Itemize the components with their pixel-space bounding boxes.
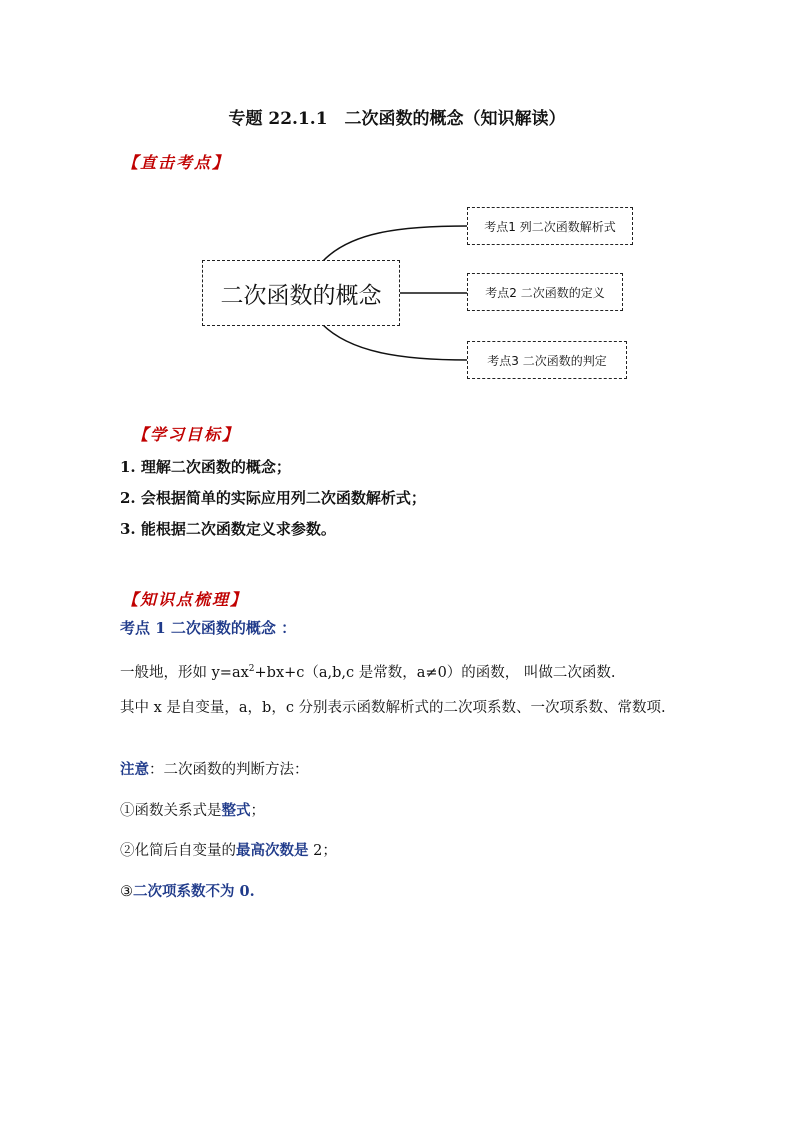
rule-2-suffix: 2； xyxy=(308,843,337,859)
page-title: 专题 22.1.1 二次函数的概念（知识解读） xyxy=(228,109,566,129)
goal-item-2: 2. 会根据简单的实际应用列二次函数解析式； xyxy=(120,489,426,507)
note-line xyxy=(120,759,680,781)
rule-2 xyxy=(120,840,680,862)
connector-top xyxy=(322,226,468,262)
definition-exponent: 2 xyxy=(248,664,255,674)
note-text: ：二次函数的判断方法： xyxy=(149,762,309,778)
rule-2-prefix: ②化简后自变量的 xyxy=(120,843,236,859)
rule-1-emph: 整式 xyxy=(221,802,251,819)
rule-1-prefix: ①函数关系式是 xyxy=(120,803,222,819)
section-exam-points: 【直击考点】 xyxy=(122,153,231,172)
heading-prefix: 考点 1 xyxy=(120,619,171,637)
heading-main: 二次函数的概念 xyxy=(170,619,276,637)
explain-text: 其中 x 是自变量，a，b，c 分别表示函数解析式的二次项系数、一次项系数、常数项. xyxy=(120,700,666,716)
rule-3-prefix: ③ xyxy=(120,884,133,900)
rule-2-emph: 最高次数是 xyxy=(236,842,309,859)
mindmap-node-1: 考点1 列二次函数解析式 xyxy=(467,207,633,245)
rule-3-suffix: 0. xyxy=(234,883,255,900)
definition-part-b: +bx+c（a,b,c 是常数，a≠0）的函数， 叫做二次函数. xyxy=(254,664,616,681)
definition-text xyxy=(120,658,680,684)
section-goals: 【学习目标】 xyxy=(132,425,241,444)
heading-suffix: ： xyxy=(275,619,297,637)
section-knowledge: 【知识点梳理】 xyxy=(122,590,249,609)
mindmap-node-3: 考点3 二次函数的判定 xyxy=(467,341,627,379)
goal-item-3: 3. 能根据二次函数定义求参数。 xyxy=(120,520,336,538)
rule-1 xyxy=(120,800,680,822)
note-label: 注意 xyxy=(120,761,149,778)
connector-bottom xyxy=(322,324,468,360)
rule-3 xyxy=(120,881,680,903)
mindmap-node-2: 考点2 二次函数的定义 xyxy=(467,273,623,311)
rule-1-suffix: ； xyxy=(250,803,265,819)
rule-3-emph: 二次项系数不为 xyxy=(133,883,235,900)
mindmap-center: 二次函数的概念 xyxy=(202,260,400,326)
goal-item-1: 1. 理解二次函数的概念； xyxy=(120,458,291,476)
knowledge-heading xyxy=(120,617,680,639)
definition-part-a: 一般地，形如 y=ax xyxy=(120,664,249,681)
